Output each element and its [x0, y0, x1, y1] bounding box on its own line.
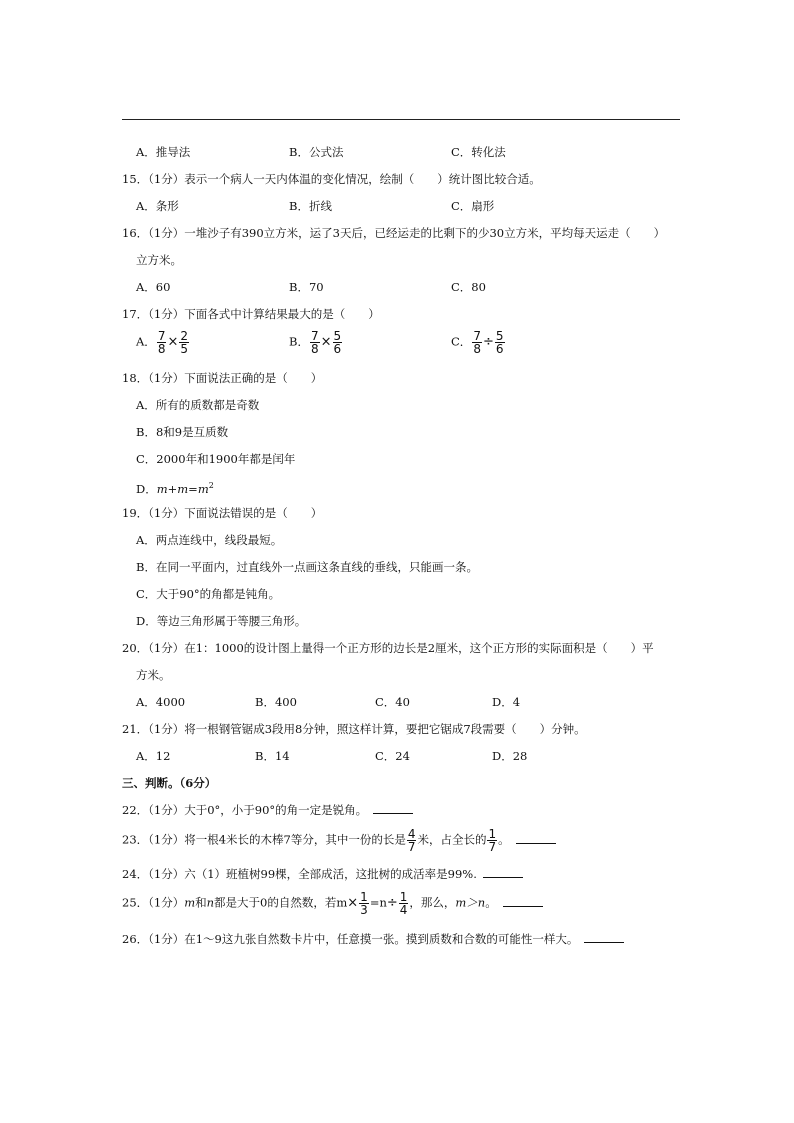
- q16-stem: 16．（1分）一堆沙子有390立方米，运了3天后，已经运走的比剩下的少30立方米，平均每天运走（ ）: [122, 226, 666, 240]
- equals-n: =n: [369, 895, 387, 910]
- q25-then: ，那么，: [409, 895, 456, 910]
- fraction: $\frac{7}{8}$: [157, 329, 166, 356]
- q14-option-c[interactable]: C．转化法: [451, 145, 506, 159]
- q16-stem-continued: 立方米。: [136, 253, 182, 267]
- q23-stem: 23．（1分）将一根4米长的木棒7等分，其中一份的长是: [122, 832, 406, 847]
- fraction: $\frac{5}{6}$: [495, 329, 504, 356]
- fraction: $\frac{4}{7}$: [407, 827, 416, 854]
- q26-stem: 26．（1分）在1～9这九张自然数卡片中，任意摸一张。摸到质数和合数的可能性一样大。: [122, 932, 579, 946]
- q22-stem: 22．（1分）大于0°，小于90°的角一定是锐角。: [122, 803, 368, 817]
- q14-option-b[interactable]: B．公式法: [289, 145, 344, 159]
- option-label: B．: [289, 334, 309, 349]
- q25-condition: 都是大于0的自然数，若: [214, 895, 337, 910]
- q21-option-a[interactable]: A．12: [136, 749, 171, 763]
- q21-option-c[interactable]: C．24: [375, 749, 410, 763]
- q19-option-c[interactable]: C．大于90°的角都是钝角。: [136, 587, 281, 601]
- header-rule: [122, 119, 680, 120]
- q19-stem: 19．（1分）下面说法错误的是（ ）: [122, 506, 323, 520]
- operator: ×: [167, 334, 179, 350]
- q21-option-d[interactable]: D．28: [492, 749, 528, 763]
- option-label: C．: [451, 334, 472, 349]
- q17-option-b[interactable]: [289, 330, 343, 355]
- exponent: 2: [208, 481, 214, 490]
- answer-blank[interactable]: [584, 932, 624, 943]
- fraction: $\frac{2}{5}$: [180, 329, 188, 356]
- q25-and: 和: [195, 895, 207, 910]
- q18-stem: 18．（1分）下面说法正确的是（ ）: [122, 371, 323, 385]
- q24-line: [122, 866, 523, 882]
- q22-line: [122, 802, 413, 818]
- q19-option-b[interactable]: B．在同一平面内，过直线外一点画这条直线的垂线，只能画一条。: [136, 560, 478, 574]
- q23-end: 。: [498, 832, 510, 847]
- q18-option-b[interactable]: B．8和9是互质数: [136, 425, 229, 439]
- q20-option-d[interactable]: D．4: [492, 695, 521, 709]
- q16-option-b[interactable]: B．70: [289, 280, 324, 294]
- operator: ×: [320, 334, 332, 350]
- q25-number: 25．（1分）: [122, 895, 185, 910]
- section-title: 三、判断。（6分）: [122, 776, 217, 790]
- q15-option-a[interactable]: A．条形: [136, 199, 179, 213]
- q20-option-b[interactable]: B．400: [255, 695, 297, 709]
- option-label: D．: [136, 481, 157, 496]
- option-label: A．: [136, 334, 156, 349]
- q25-line: [122, 891, 543, 916]
- operator: ÷: [386, 895, 398, 911]
- q18-option-a[interactable]: A．所有的质数都是奇数: [136, 398, 260, 412]
- fraction: $\frac{1}{4}$: [399, 890, 408, 917]
- fraction: $\frac{1}{3}$: [360, 890, 368, 917]
- expr-m: m: [336, 895, 348, 910]
- q19-option-d[interactable]: D．等边三角形属于等腰三角形。: [136, 614, 307, 628]
- q17-stem: 17．（1分）下面各式中计算结果最大的是（ ）: [122, 307, 380, 321]
- answer-blank[interactable]: [516, 833, 556, 844]
- q17-option-c[interactable]: [451, 330, 506, 355]
- var-n: n: [206, 895, 215, 910]
- answer-blank[interactable]: [373, 803, 413, 814]
- fraction: $\frac{5}{6}$: [333, 329, 342, 356]
- q18-option-d[interactable]: [136, 478, 214, 497]
- comparison: m＞n: [455, 895, 486, 910]
- q16-option-c[interactable]: C．80: [451, 280, 486, 294]
- fraction: $\frac{1}{7}$: [488, 827, 497, 854]
- fraction: $\frac{7}{8}$: [310, 329, 319, 356]
- q15-option-c[interactable]: C．扇形: [451, 199, 495, 213]
- fraction: $\frac{7}{8}$: [473, 329, 481, 356]
- q15-option-b[interactable]: B．折线: [289, 199, 332, 213]
- answer-blank[interactable]: [483, 867, 523, 878]
- q21-option-b[interactable]: B．14: [255, 749, 290, 763]
- q19-option-a[interactable]: A．两点连线中，线段最短。: [136, 533, 283, 547]
- q20-option-a[interactable]: A．4000: [136, 695, 186, 709]
- q24-stem: 24．（1分）六（1）班植树99棵，全部成活，这批树的成活率是99%.: [122, 867, 477, 881]
- q20-option-c[interactable]: C．40: [375, 695, 410, 709]
- expression: m+m=m: [156, 481, 209, 496]
- q17-option-a[interactable]: [136, 330, 190, 355]
- q23-line: [122, 828, 556, 853]
- q14-option-a[interactable]: A．推导法: [136, 145, 191, 159]
- operator: ÷: [482, 334, 494, 350]
- operator: ×: [347, 895, 359, 911]
- q21-stem: 21．（1分）将一根钢管锯成3段用8分钟，照这样计算，要把它锯成7段需要（ ）分钟。: [122, 722, 586, 736]
- q20-stem: 20．（1分）在1：1000的设计图上量得一个正方形的边长是2厘米，这个正方形的实际面积是（ ）平: [122, 641, 654, 655]
- q16-option-a[interactable]: A．60: [136, 280, 171, 294]
- q20-stem-continued: 方米。: [136, 668, 171, 682]
- q26-line: [122, 931, 624, 947]
- q23-middle: 米，占全长的: [417, 832, 487, 847]
- q18-option-c[interactable]: C．2000年和1900年都是闰年: [136, 452, 296, 466]
- var-m: m: [184, 895, 196, 910]
- answer-blank[interactable]: [503, 896, 543, 907]
- q15-stem: 15．（1分）表示一个病人一天内体温的变化情况，绘制（ ）统计图比较合适。: [122, 172, 541, 186]
- q25-end: 。: [485, 895, 497, 910]
